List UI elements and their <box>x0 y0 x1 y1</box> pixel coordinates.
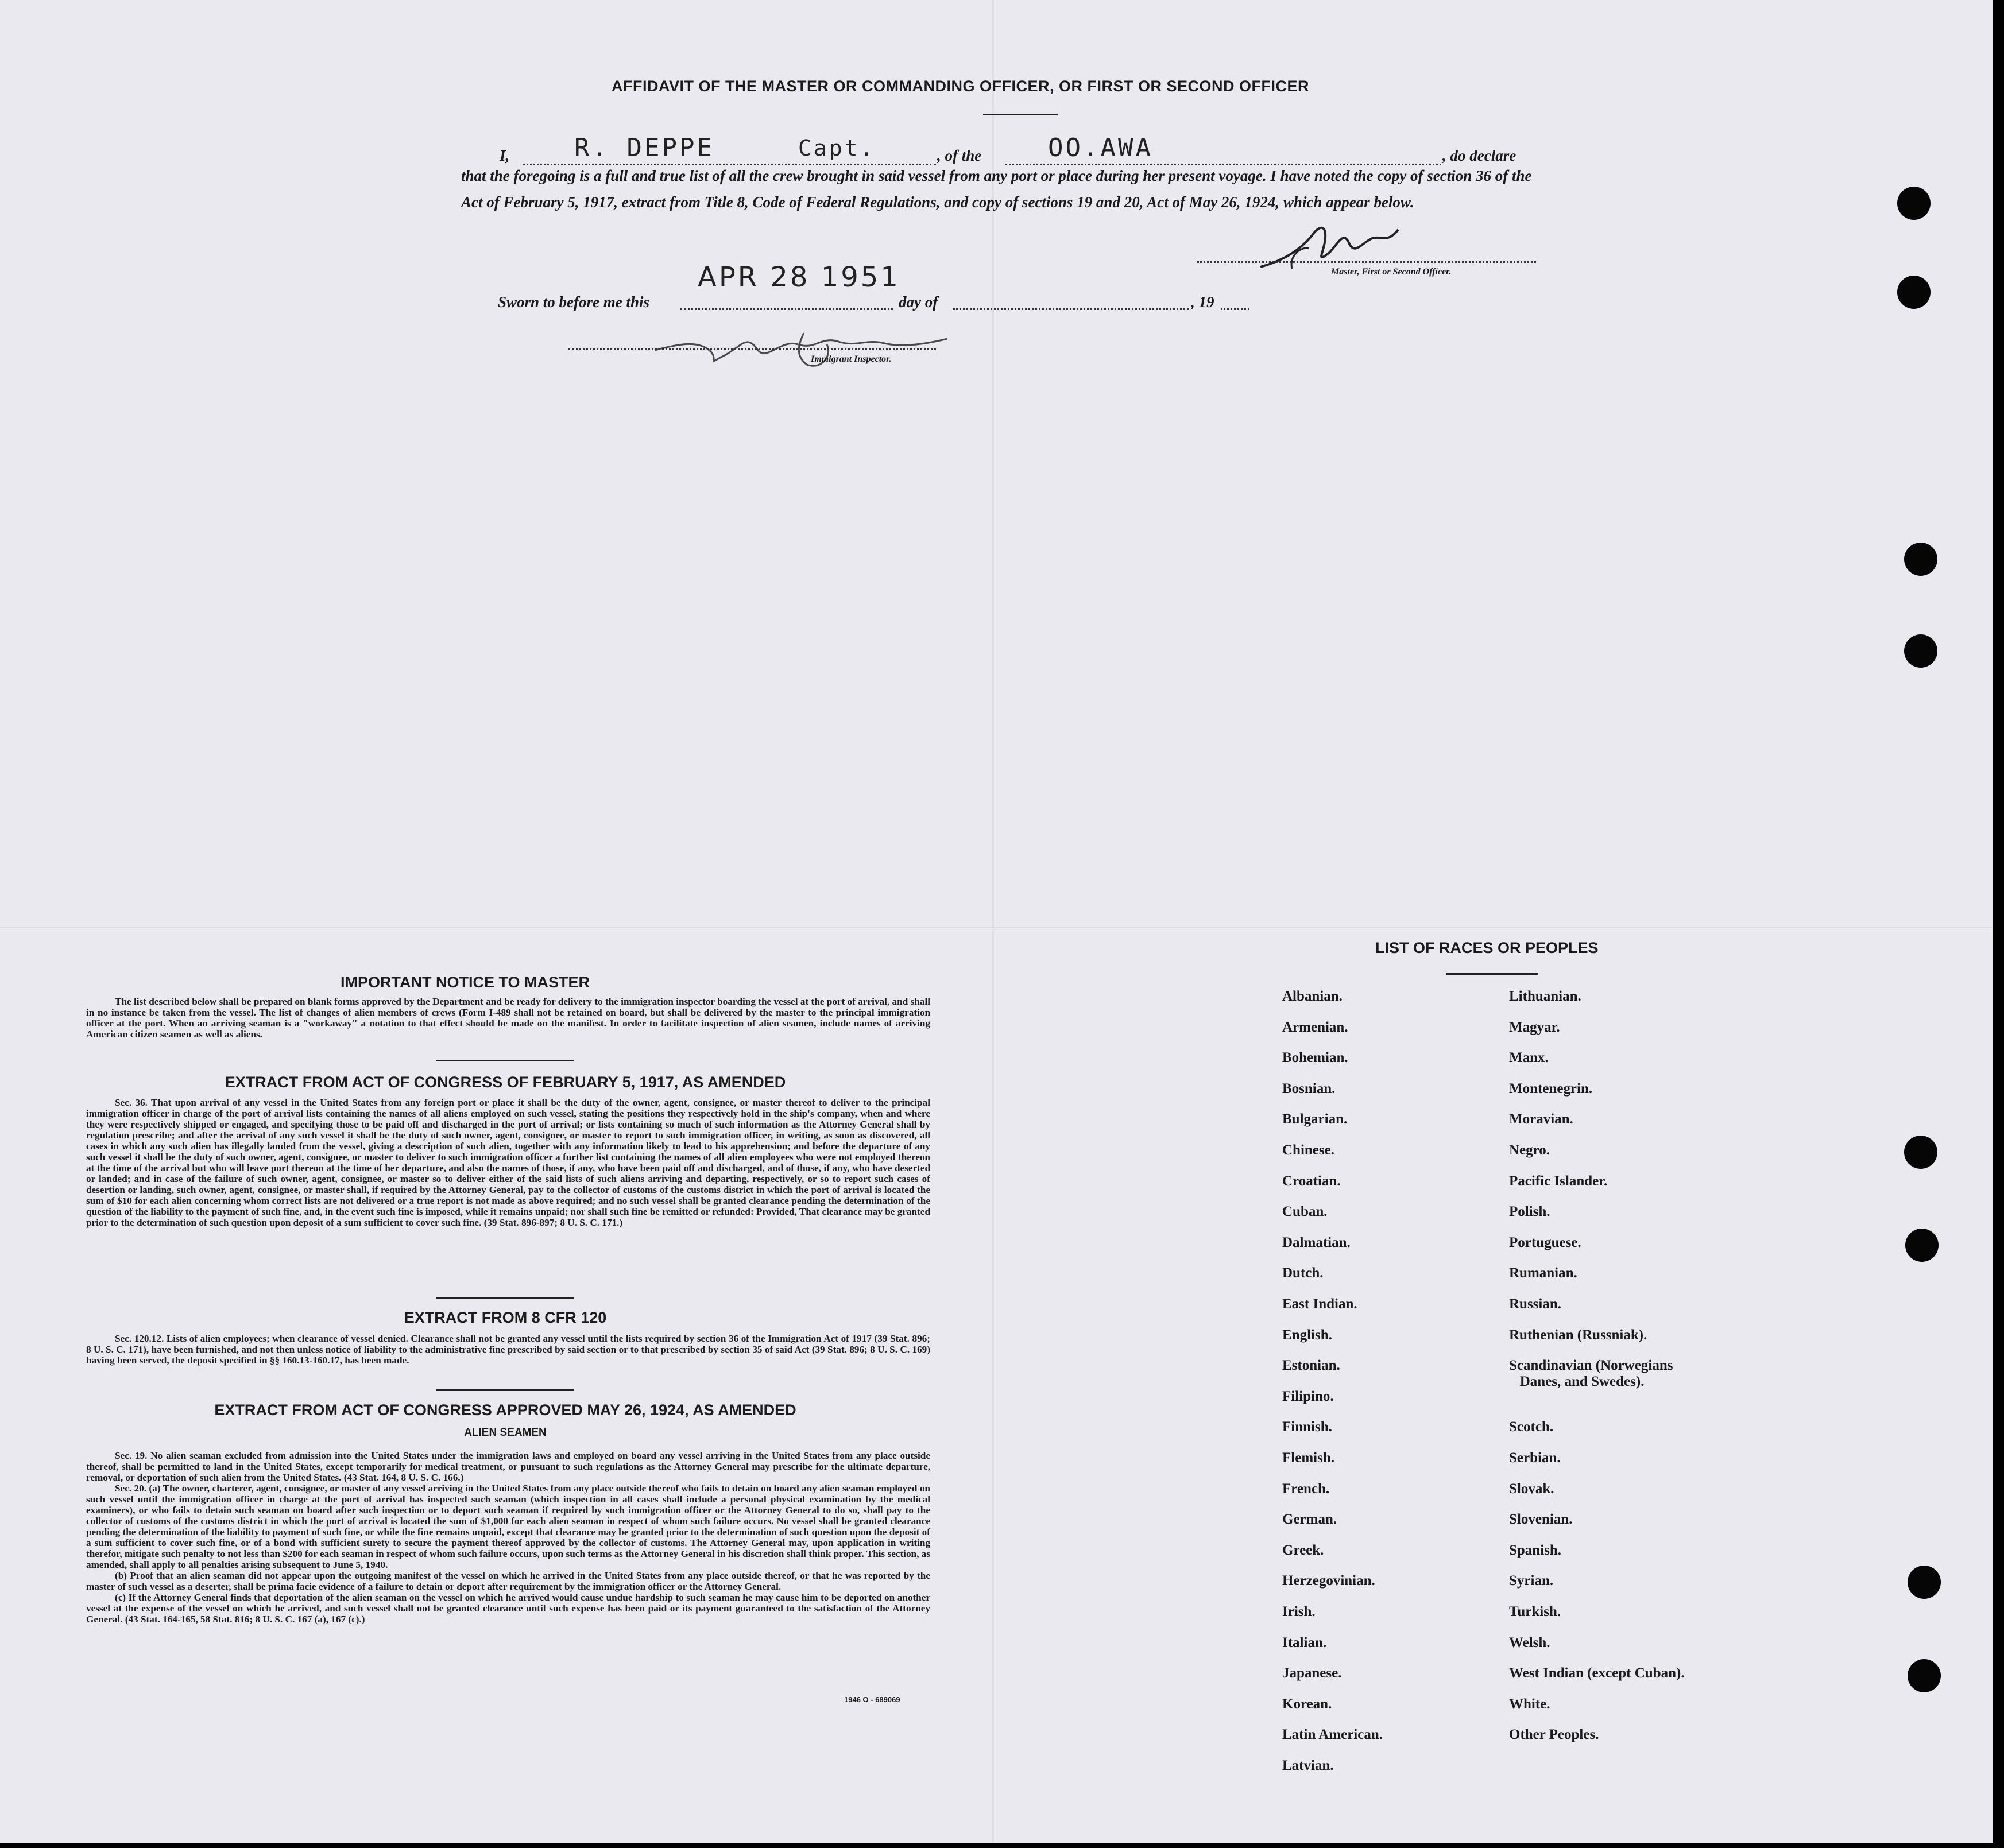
race-item: Filipino. <box>1282 1388 1334 1404</box>
race-item: Syrian. <box>1509 1573 1554 1589</box>
races-rule <box>1446 973 1538 975</box>
race-item: Latin American. <box>1282 1727 1383 1743</box>
race-item: Japanese. <box>1282 1665 1342 1682</box>
notice-body: The list described below shall be prepared on blank forms approved by the Department and be ready for delivery to the immigration inspector boarding the vessel at the port of arrival, and shall in no instance be taken from the vessel. The list of changes of alien members of crews (Form I-489 shall not be retained on board, but shall be delivered by the master to the principal immigration officer at the port. When an arriving seaman is a "workaway" a notation to that effect should be made on the manifest. In order to facilitate inspection of alien seamen, include names of arriving American citizen seamen as well as aliens. <box>86 996 930 1040</box>
extract-cfr-title: EXTRACT FROM 8 CFR 120 <box>404 1309 607 1326</box>
horizontal-fold <box>0 927 1993 929</box>
extract-cfr-body: Sec. 120.12. Lists of alien employees; when clearance of vessel denied. Clearance shall not be granted any vessel until the lists required by section 36 of the Immigration Act of 1917 (39 Stat. 896; 8 U. S. C. 171), have been furnished, and not then unless notice of liability to the administrative fine prescribed by said section or to that prescribed by section 35 of said Act (39 Stat. 896; 8 U. S. C. 169) having been served, the deposit specified in §§ 160.13-160.17, has been made. <box>86 1333 930 1366</box>
race-item: English. <box>1282 1327 1332 1343</box>
race-item: Scotch. <box>1509 1419 1554 1435</box>
race-item: Estonian. <box>1282 1358 1340 1374</box>
master-signature-line <box>1197 261 1536 263</box>
race-item: Latvian. <box>1282 1758 1334 1773</box>
race-item: Lithuanian. <box>1509 989 1581 1004</box>
race-item: Finnish. <box>1282 1419 1332 1435</box>
race-item: Spanish. <box>1509 1542 1562 1558</box>
binder-hole <box>1897 276 1931 309</box>
section-rule <box>436 1060 574 1061</box>
race-item: Croatian. <box>1282 1173 1341 1189</box>
race-item: Other Peoples. <box>1509 1727 1599 1743</box>
signature-caption: Master, First or Second Officer. <box>1331 267 1452 277</box>
race-item: Herzegovinian. <box>1282 1573 1375 1589</box>
race-item: Polish. <box>1509 1204 1550 1220</box>
race-item: Serbian. <box>1509 1450 1561 1466</box>
race-item: East Indian. <box>1282 1296 1357 1312</box>
race-item: Bosnian. <box>1282 1080 1336 1097</box>
binder-hole <box>1905 1229 1939 1262</box>
race-item: Chinese. <box>1282 1142 1334 1158</box>
race-item: Bulgarian. <box>1282 1111 1348 1128</box>
print-code: 1946 O - 689069 <box>844 1695 900 1704</box>
race-item: Negro. <box>1509 1142 1550 1158</box>
race-item: Korean. <box>1282 1696 1332 1712</box>
race-item: Italian. <box>1282 1634 1327 1651</box>
master-name: R. DEPPE <box>574 133 714 162</box>
sec-19-text: Sec. 19. No alien seaman excluded from admission into the United States under the immigration laws and employed on board any vessel arriving in the United States from any place outside thereof, shall be permitted to land in the United States, except temporarily for medical treatment, or pursuant to such regulations as the Attorney General may prescribe for the ultimate departure, removal, or deportation of such alien from the United States. (43 Stat. 164, 8 U. S. C. 166.) <box>86 1450 930 1483</box>
affidavit-title: AFFIDAVIT OF THE MASTER OR COMMANDING OFFICER, OR FIRST OR SECOND OFFICER <box>612 78 1309 95</box>
race-item: Magyar. <box>1509 1019 1560 1035</box>
race-item: Flemish. <box>1282 1450 1334 1466</box>
race-item: West Indian (except Cuban). <box>1509 1665 1685 1682</box>
do-declare-label: , do declare <box>1442 147 1516 164</box>
race-item: Cuban. <box>1282 1204 1328 1220</box>
sec-20c-text: (c) If the Attorney General finds that deportation of the alien seaman on the vessel on which he arrived would cause undue hardship to such seaman he may cause him to be deported on another vessel at the expense of the vessel on which he arrived, and such vessel shall not be granted clearance until such expense has been paid or its payment guaranteed to the satisfaction of the Attorney General. (43 Stat. 164-165, 58 Stat. 816; 8 U. S. C. 167 (a), 167 (c).) <box>86 1592 930 1625</box>
race-item: Dalmatian. <box>1282 1234 1351 1250</box>
race-item: White. <box>1509 1696 1550 1712</box>
race-item: Moravian. <box>1509 1111 1573 1128</box>
race-item: Slovenian. <box>1509 1512 1573 1528</box>
race-item: Scandinavian (Norwegians Danes, and Swedes). <box>1509 1358 1673 1390</box>
race-item: Russian. <box>1509 1296 1562 1312</box>
vertical-fold <box>992 0 994 1843</box>
race-item: Manx. <box>1509 1050 1549 1066</box>
binder-hole <box>1908 1566 1941 1599</box>
race-item: Welsh. <box>1509 1634 1550 1651</box>
extract-1924-title: EXTRACT FROM ACT OF CONGRESS APPROVED MAY 26, 1924, AS AMENDED <box>214 1401 796 1419</box>
of-the-label: , of the <box>937 147 982 164</box>
race-item: Bohemian. <box>1282 1050 1348 1066</box>
race-item: Ruthenian (Russniak). <box>1509 1327 1647 1343</box>
sworn-day-line <box>680 308 893 310</box>
binder-hole <box>1904 1136 1937 1169</box>
extract-1924-subtitle: ALIEN SEAMEN <box>464 1427 547 1439</box>
race-item: Rumanian. <box>1509 1265 1577 1281</box>
binder-hole <box>1908 1659 1941 1692</box>
race-item: Greek. <box>1282 1542 1324 1558</box>
race-item: Montenegrin. <box>1509 1080 1593 1097</box>
race-item: Albanian. <box>1282 989 1343 1004</box>
extract-1917-title: EXTRACT FROM ACT OF CONGRESS OF FEBRUARY 5, 1917, AS AMENDED <box>225 1074 786 1091</box>
day-of-label: day of <box>899 293 938 311</box>
extract-1917-body: Sec. 36. That upon arrival of any vessel in the United States from any foreign port or place it shall be the duty of the owner, agent, consignee, or master thereof to deliver to the principal immigration officer in charge of the port of arrival lists containing the names of all aliens employed on such vessel, stating the positions they respectively hold in the ship's company, when and where they were respectively shipped or engaged, and specifying those to be paid off and discharged in the port of arrival; or lists containing so much of such information as the Attorney General shall by regulation prescribe; and after the arrival of any such vessel it shall be the duty of such owner, agent, consignee, or master to report to such immigration officer, in writing, as soon as discovered, all cases in which any such alien has illegally landed from the vessel, giving a description of such alien, together with any information likely to lead to his apprehension; and before the departure of any such vessel it shall be the duty of such owner, agent, consignee, or master to deliver to such immigration officer a further list containing the names of all alien employees who were not employed thereon at the time of the arrival but who will leave port thereon at the time of her departure, and also the names of those, if any, who have been paid off and discharged, and of those, if any, who have deserted or landed; and in case of the failure of such owner, agent, consignee, or master so to deliver either of the said lists of such aliens arriving and departing, respectively, or so to report such cases of desertion or landing, such owner, agent, consignee, or master shall, if required by the Attorney General, pay to the collector of customs of the customs district in which the port of arrival is located the sum of $10 for each alien concerning whom correct lists are not delivered or a true report is not made as above required; and no such vessel shall be granted clearance pending the determination of the question of the liability to the payment of such fine, and, in the event such fine is imposed, while it remains unpaid; nor shall such fine be remitted or refunded: Provided, That clearance may be granted prior to the determination of such question upon deposit of a sum sufficient to cover such fine. (39 Stat. 896-897; 8 U. S. C. 171.) <box>86 1097 930 1228</box>
section-rule <box>436 1389 574 1391</box>
race-item: Turkish. <box>1509 1604 1561 1620</box>
sec-20b-text: (b) Proof that an alien seaman did not appear upon the outgoing manifest of the vessel on which he arrived in the United States from any place outside thereof, or that he was reported by the master of such vessel as a deserter, shall be prima facie evidence of a failure to detain or deport after requirement by the immigration officer or the Attorney General. <box>86 1570 930 1592</box>
race-item: Dutch. <box>1282 1265 1324 1281</box>
sworn-month-line <box>953 308 1189 310</box>
sec-20a-text: Sec. 20. (a) The owner, charterer, agent, consignee, or master of any vessel arriving in the United States from any place outside thereof who fails to detain on board any alien seaman employed on such vessel until the immigration officer in charge at the port of arrival has inspected such seaman (which inspection in all cases shall include a personal physical examination by the medical examiners), or who fails to detain such seaman on board after such inspection or to deport such seaman if required by such immigration officer or the Attorney General to do so, shall pay to the collector of customs of the customs district in which the port of arrival is located the sum of $1,000 for each alien seaman in respect of whom such failure occurs. No vessel shall be granted clearance pending the determination of the liability to payment of such fine, or while the fine remains unpaid, except that clearance may be granted prior to the determination of such question upon the deposit of a sum sufficient to cover such fine, or of a bond with sufficient surety to secure the payment thereof approved by the collector of customs. The Attorney General may, upon application in writing therefor, mitigate such penalty to not less than $200 for each seaman in respect of whom such failure occurs, upon such terms as the Attorney General in his discretion shall think proper. This section, as amended, shall apply to all penalties arising subsequent to June 5, 1940. <box>86 1483 930 1570</box>
master-rank: Capt. <box>798 135 876 161</box>
section-rule <box>436 1297 574 1299</box>
affidavit-body: that the foregoing is a full and true list of all the crew brought in said vessel from any port or place during her present voyage. I have noted the copy of section 36 of the Act of February 5, 1917, extract from Title 8, Code of Federal Regulations, and copy of sections 19 and 20, Act of May 26, 1924, which appear below. <box>461 167 1532 211</box>
extract-1924-body <box>86 1450 930 1625</box>
vessel-name: OO.AWA <box>1048 133 1153 162</box>
race-item: Pacific Islander. <box>1509 1173 1608 1189</box>
title-rule <box>983 114 1058 115</box>
races-title: LIST OF RACES OR PEOPLES <box>1375 939 1599 956</box>
race-item: Armenian. <box>1282 1019 1348 1035</box>
sworn-label: Sworn to before me this <box>498 293 650 311</box>
binder-hole <box>1904 543 1937 576</box>
race-item: Portuguese. <box>1509 1234 1581 1250</box>
race-item: Irish. <box>1282 1604 1316 1620</box>
notice-title: IMPORTANT NOTICE TO MASTER <box>341 974 590 991</box>
inspector-signature <box>649 321 993 373</box>
date-stamp: APR 28 1951 <box>698 261 900 293</box>
year-prefix: , 19 <box>1191 293 1214 311</box>
master-signature <box>1258 212 1407 276</box>
binder-hole <box>1897 187 1931 220</box>
i-label: I, <box>500 147 510 164</box>
race-item: Slovak. <box>1509 1481 1554 1497</box>
year-line <box>1221 308 1249 310</box>
binder-hole <box>1904 634 1937 668</box>
race-item: German. <box>1282 1512 1337 1528</box>
inspector-signature-line <box>568 348 936 350</box>
inspector-caption: Immigrant Inspector. <box>811 354 892 364</box>
race-item: French. <box>1282 1481 1330 1497</box>
